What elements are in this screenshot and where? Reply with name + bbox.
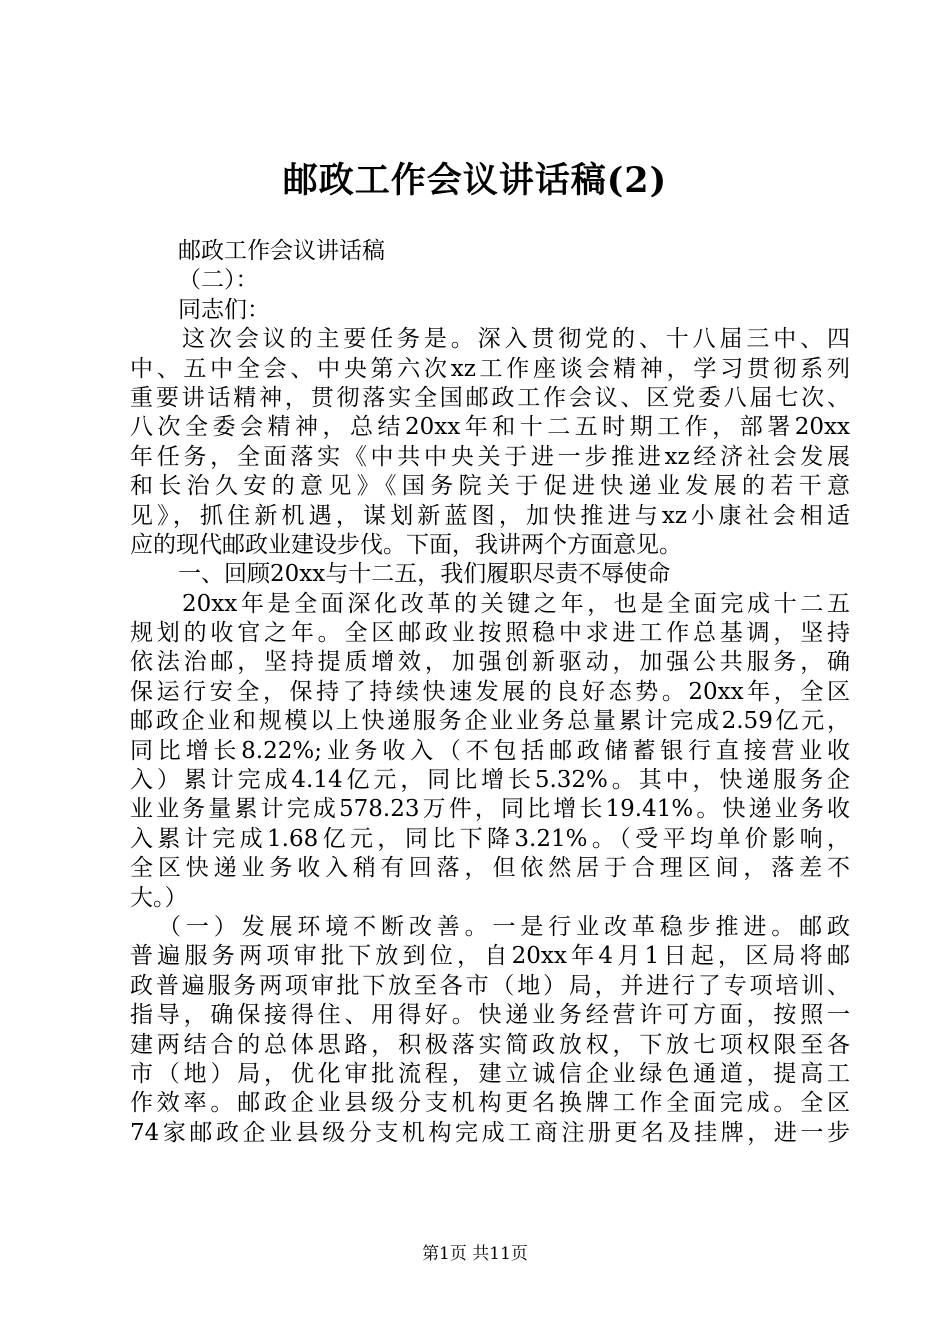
paragraph-line: 见》，抓住新机遇，谋划新蓝图，加快推进与xz小康社会相适 [130,502,850,529]
paragraph-line: 和长治久安的意见》《国务院关于促进快递业发展的若干意 [130,473,850,500]
paragraph-line: 大。） [130,884,188,911]
paragraph-line: 这次会议的主要任务是。深入贯彻党的、十八届三中、四 [182,326,850,353]
paragraph-line: 邮政企业和规模以上快递服务企业业务总量累计完成2.59亿元， [130,708,850,735]
paragraph-line: 市（地）局，优化审批流程，建立诚信企业绿色通道，提高工 [130,1060,850,1087]
section-heading: 一、回顾20xx与十二五，我们履职尽责不辱使命 [178,561,671,588]
page-number-footer: 第1页 共11页 [422,1244,528,1264]
paragraph-line: 重要讲话精神，贯彻落实全国邮政工作会议、区党委八届七次、 [130,384,850,411]
paragraph-line: 全区快递业务收入稍有回落，但依然居于合理区间，落差不 [130,855,850,882]
paragraph-line: 同比增长8.22%;业务收入（不包括邮政储蓄银行直接营业收 [130,737,850,764]
paragraph-line: 依法治邮，坚持提质增效，加强创新驱动，加强公共服务，确 [130,649,850,676]
paragraph-line: 八次全委会精神，总结20xx年和十二五时期工作，部署20xx [130,414,850,441]
paragraph-line: 建两结合的总体思路，积极落实简政放权，下放七项权限至各 [130,1031,850,1058]
paragraph-line: 业业务量累计完成578.23万件，同比增长19.41%。快递业务收 [130,796,850,823]
paragraph-line: 作效率。邮政企业县级分支机构更名换牌工作全面完成。全区 [130,1090,850,1117]
paragraph-line: 入累计完成1.68亿元，同比下降3.21%。（受平均单价影响， [130,825,850,852]
paragraph-line: 应的现代邮政业建设步伐。下面，我讲两个方面意见。 [130,531,682,558]
paragraph-line: 年任务，全面落实《中共中央关于进一步推进xz经济社会发展 [130,443,850,470]
salutation-line: 同志们： [178,296,270,323]
paragraph-line: 规划的收官之年。全区邮政业按照稳中求进工作总基调，坚持 [130,620,850,647]
document-body [130,237,850,1148]
subsection-heading-line: （一）发展环境不断改善。一是行业改革稳步推进。邮政 [158,913,850,940]
paragraph-line: 普遍服务两项审批下放到位，自20xx年4月1日起，区局将邮 [130,943,850,970]
document-title: 邮政工作会议讲话稿(2) [282,160,668,201]
paragraph-line: 政普遍服务两项审批下放至各市（地）局，并进行了专项培训、 [130,972,850,999]
paragraph-line: 保运行安全，保持了持续快速发展的良好态势。20xx年，全区 [130,678,850,705]
paragraph-line: 入）累计完成4.14亿元，同比增长5.32%。其中，快递服务企 [130,767,850,794]
subtitle-number-line: （二）： [178,267,259,294]
subtitle-line: 邮政工作会议讲话稿 [178,238,385,264]
paragraph-line: 74家邮政企业县级分支机构完成工商注册更名及挂牌，进一步 [130,1119,850,1146]
paragraph-line: 指导，确保接得住、用得好。快递业务经营许可方面，按照一 [130,1002,850,1029]
paragraph-line: 20xx年是全面深化改革的关键之年，也是全面完成十二五 [182,590,850,617]
paragraph-line: 中、五中全会、中央第六次xz工作座谈会精神，学习贯彻系列 [130,355,850,382]
